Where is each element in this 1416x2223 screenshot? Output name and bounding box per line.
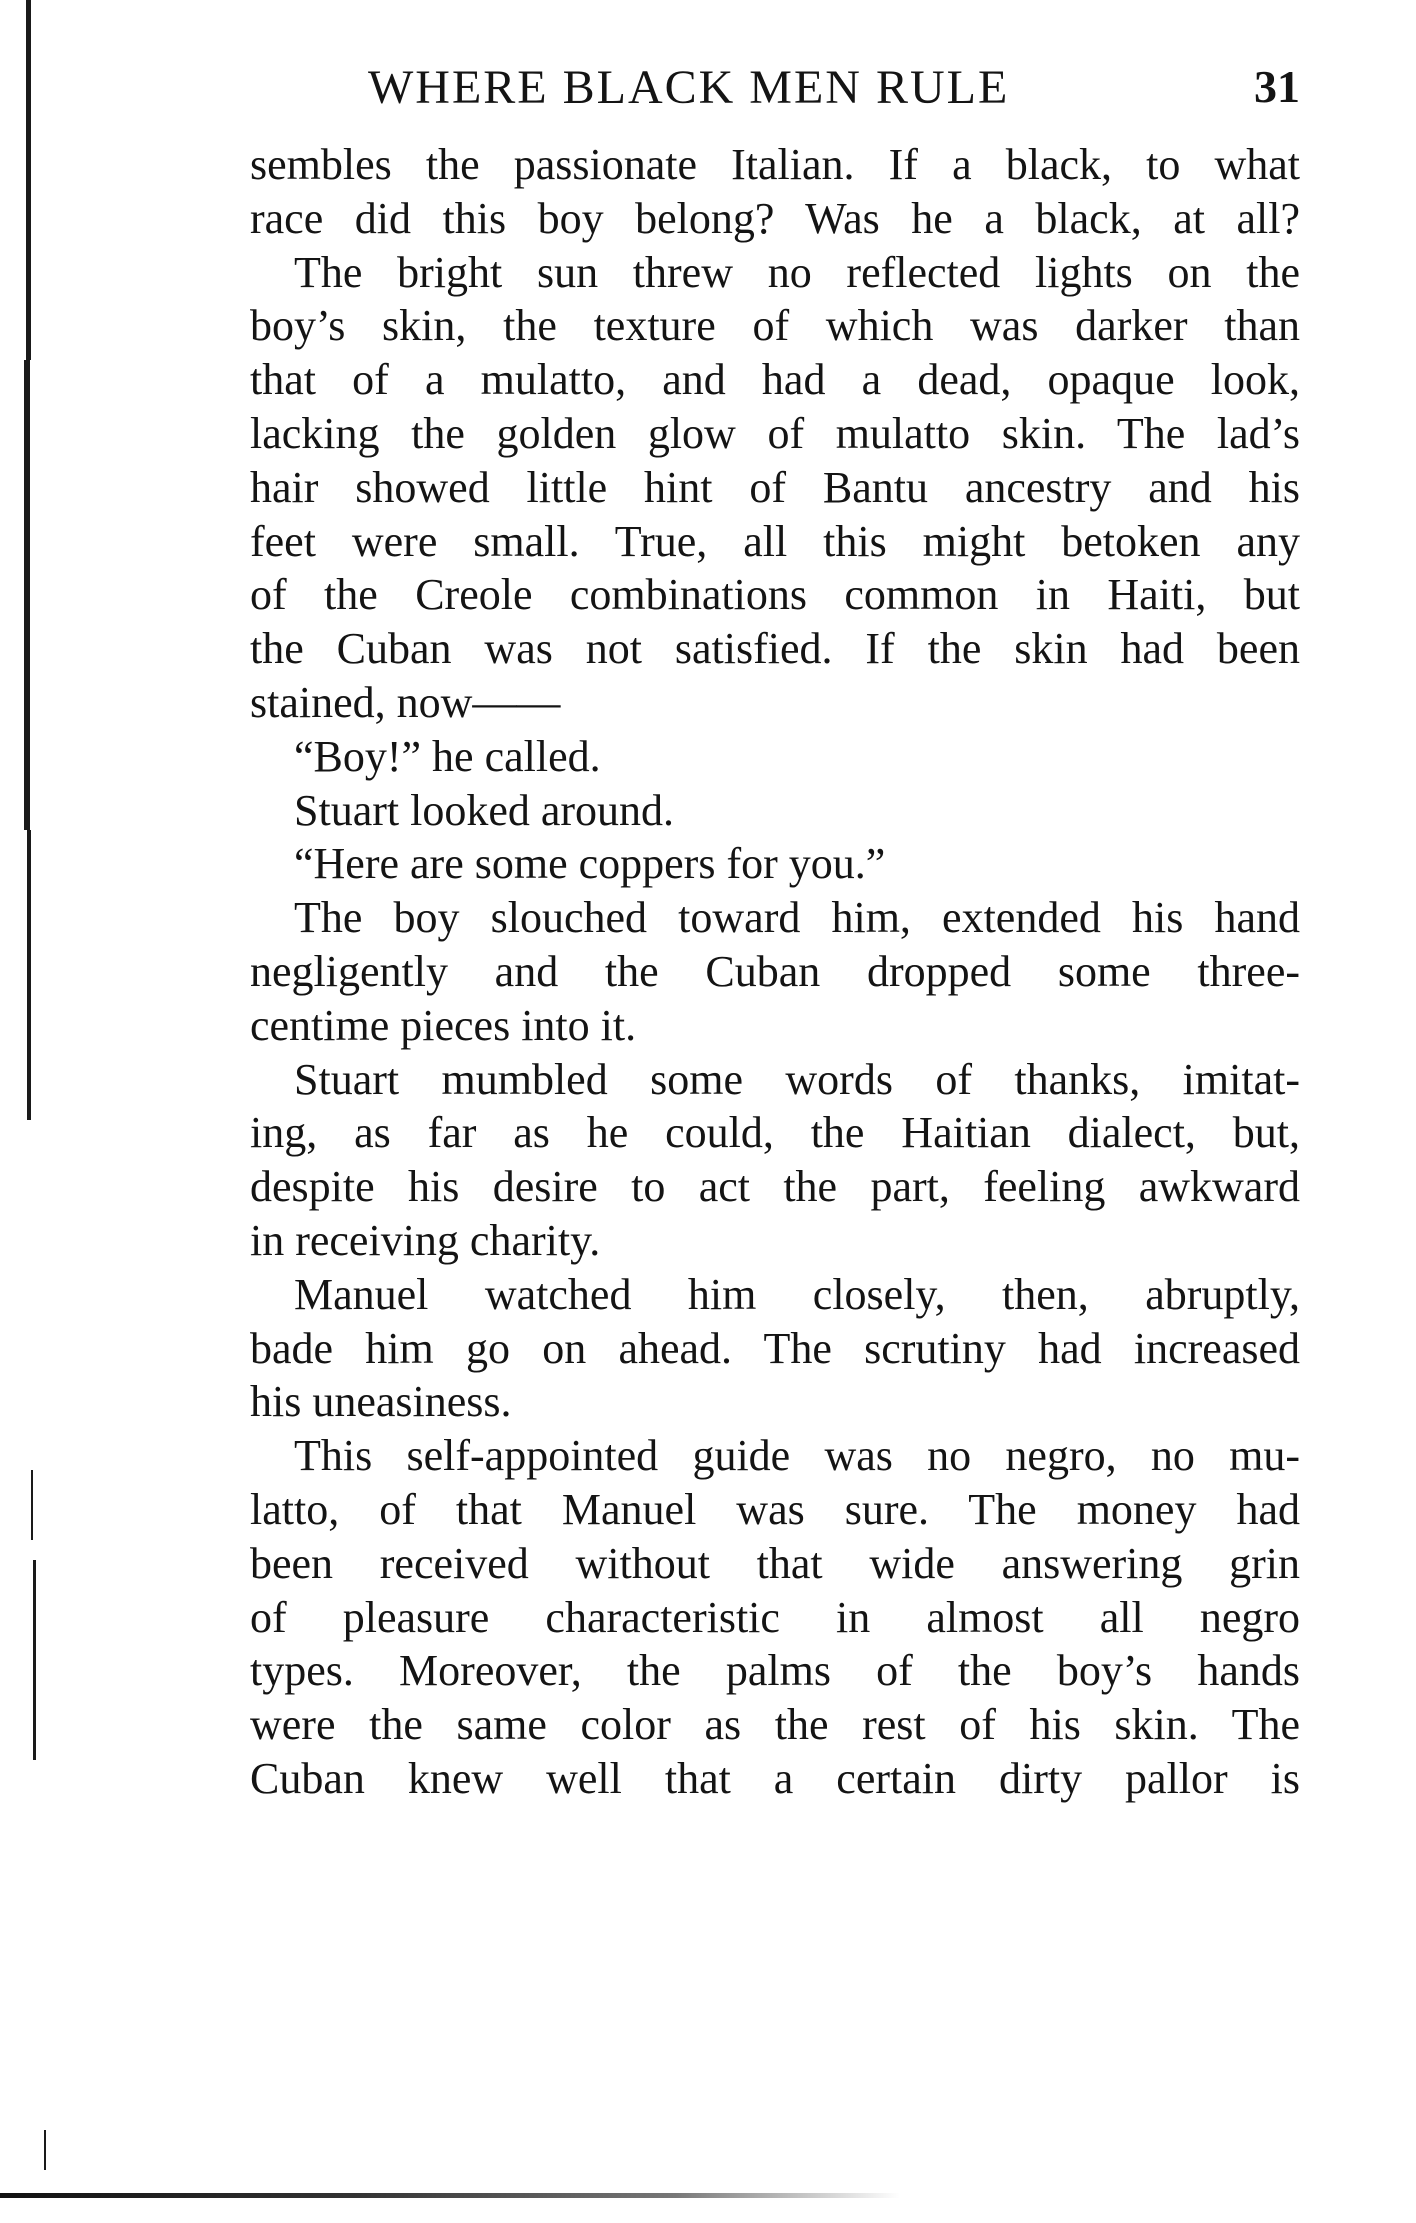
text-line: Cuban knew well that a certain dirty pallor is: [250, 1753, 1300, 1803]
text-line: negligently and the Cuban dropped some three-: [250, 946, 1300, 996]
text-line: his uneasiness.: [250, 1377, 512, 1427]
text-line: lacking the golden glow of mulatto skin. The lad’s: [250, 408, 1300, 458]
text-line: Manuel watched him closely, then, abruptly,: [294, 1269, 1300, 1319]
text-line: “Boy!” he called.: [294, 731, 601, 781]
text-line: latto, of that Manuel was sure. The money had: [250, 1484, 1300, 1534]
text-line: centime pieces into it.: [250, 1000, 637, 1050]
text-line: feet were small. True, all this might betoken any: [250, 516, 1300, 566]
text-line: Stuart mumbled some words of thanks, imitat-: [294, 1054, 1300, 1104]
body-text: [250, 138, 1300, 1806]
text-line: Stuart looked around.: [294, 785, 675, 835]
text-line: despite his desire to act the part, feeling awkward: [250, 1162, 1300, 1212]
text-line: sembles the passionate Italian. If a black, to what: [250, 140, 1300, 189]
text-line: types. Moreover, the palms of the boy’s hands: [250, 1646, 1300, 1696]
running-head: [250, 60, 1300, 120]
binding-edge-mark: [44, 2130, 46, 2170]
text-line: of the Creole combinations common in Haiti, but: [250, 570, 1300, 620]
text-line: stained, now——: [250, 677, 561, 727]
text-line: of pleasure characteristic in almost all negro: [250, 1592, 1300, 1642]
text-line: the Cuban was not satisfied. If the skin had been: [250, 624, 1300, 674]
running-title: WHERE BLACK MEN RULE: [368, 61, 1010, 114]
text-line: bade him go on ahead. The scrutiny had increased: [250, 1323, 1300, 1373]
text-line: were the same color as the rest of his skin. The: [250, 1700, 1300, 1750]
text-line: This self-appointed guide was no negro, no mu-: [294, 1431, 1300, 1481]
binding-edge-mark: [33, 1560, 36, 1760]
text-line: The bright sun threw no reflected lights on the: [294, 247, 1300, 297]
page-number: 31: [1254, 61, 1300, 112]
text-line: boy’s skin, the texture of which was darker than: [250, 301, 1300, 351]
binding-edge-mark: [26, 0, 31, 360]
text-line: The boy slouched toward him, extended his hand: [294, 893, 1300, 943]
text-line: race did this boy belong? Was he a black, at all?: [250, 193, 1300, 243]
text-line: been received without that wide answering grin: [250, 1538, 1300, 1588]
binding-edge-mark: [24, 360, 30, 830]
binding-edge-mark: [31, 1470, 33, 1540]
text-line: hair showed little hint of Bantu ancestry and his: [250, 462, 1300, 512]
text-line: “Here are some coppers for you.”: [294, 839, 886, 889]
text-line: in receiving charity.: [250, 1215, 601, 1265]
text-line: ing, as far as he could, the Haitian dialect, but,: [250, 1108, 1300, 1158]
bottom-edge-shadow: [0, 2193, 900, 2198]
text-line: that of a mulatto, and had a dead, opaque look,: [250, 355, 1300, 405]
binding-edge-mark: [27, 830, 31, 1120]
